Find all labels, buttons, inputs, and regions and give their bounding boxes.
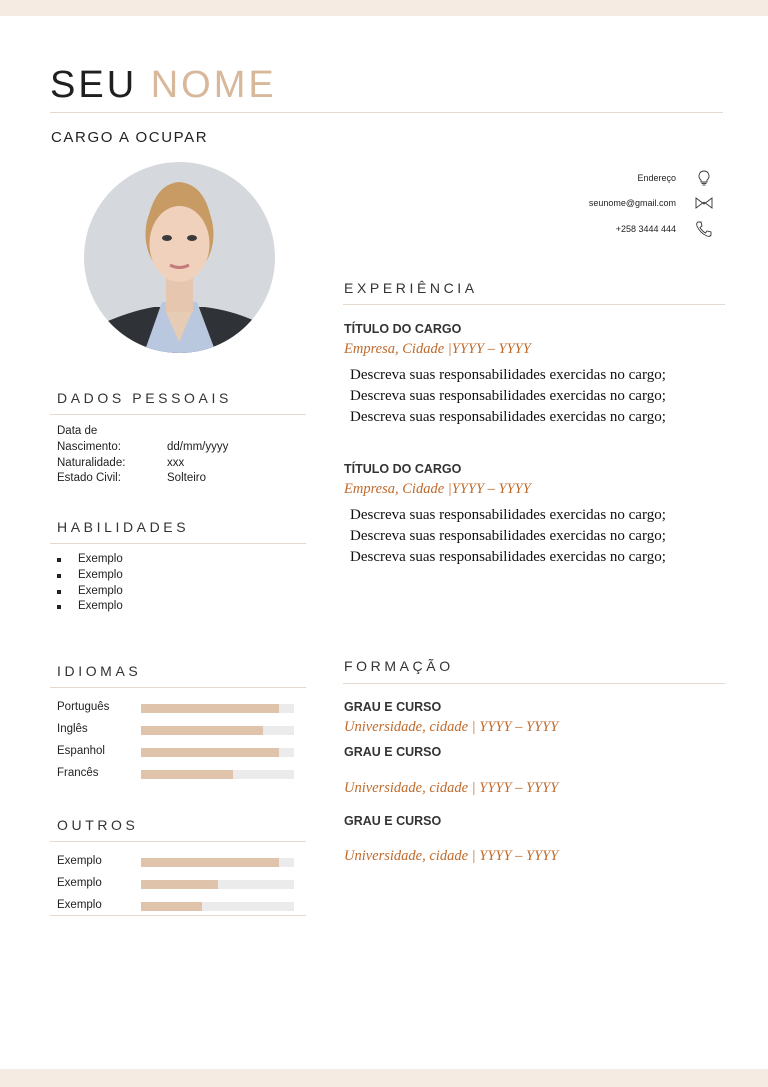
language-row [57,720,297,742]
personal-row [57,471,206,487]
job-description [350,365,666,428]
level-track [141,704,294,713]
personal-label: Naturalidade: [57,456,126,469]
contact-address-row [589,165,714,191]
level-track [141,902,294,911]
level-track [141,770,294,779]
contact-email-row [589,191,714,217]
personal-value: Solteiro [167,472,206,485]
skill-item: Exemplo [57,599,123,615]
description-line: Descreva suas responsabilidades exercidas no cargo; [350,409,666,425]
experience-rule [343,304,725,305]
description-line: Descreva suas responsabilidades exercidas no cargo; [350,507,666,523]
other-name: Exemplo [57,877,102,889]
first-name: SEU [50,64,138,106]
level-track [141,726,294,735]
others-rule [50,841,306,842]
level-fill [141,748,279,757]
address-text: Endereço [637,172,676,183]
degree-school: Universidade, cidade | YYYY – YYYY [344,780,559,796]
top-band [0,0,768,16]
language-name: Francês [57,767,99,779]
language-name: Espanhol [57,745,105,757]
level-fill [141,704,279,713]
level-track [141,858,294,867]
language-name: Inglês [57,723,88,735]
level-fill [141,858,279,867]
contact-block [589,165,714,242]
level-track [141,748,294,757]
personal-label: Estado Civil: [57,472,121,485]
envelope-icon [694,193,714,213]
language-row [57,698,297,720]
personal-value: dd/mm/yyyy [167,440,229,453]
header-rule [50,112,723,113]
education-title: FORMAÇÃO [344,658,454,674]
level-fill [141,726,263,735]
others-title: OUTROS [57,817,139,833]
skills-title: HABILIDADES [57,519,190,535]
language-name: Português [57,701,110,713]
job-company: Empresa, Cidade |YYYY – YYYY [344,341,531,357]
job-title: TÍTULO DO CARGO [344,462,462,476]
level-track [141,880,294,889]
personal-row [57,424,125,440]
contact-phone-row [589,216,714,242]
level-fill [141,770,233,779]
job-title: TÍTULO DO CARGO [344,322,462,336]
education-rule [343,683,725,684]
skills-rule [50,543,306,544]
language-row [57,742,297,764]
degree-school: Universidade, cidade | YYYY – YYYY [344,848,559,864]
description-line: Descreva suas responsabilidades exercidas no cargo; [350,528,666,544]
description-line: Descreva suas responsabilidades exercidas no cargo; [350,388,666,404]
experience-title: EXPERIÊNCIA [344,280,478,296]
bottom-band [0,1069,768,1087]
others-bottom-rule [50,915,306,916]
personal-title: DADOS PESSOAIS [57,390,232,406]
skill-item: Exemplo [57,584,123,600]
personal-data [57,424,229,487]
language-row [57,764,297,786]
degree-title: GRAU E CURSO [344,700,442,714]
languages-rule [50,687,306,688]
personal-label: Nascimento: [57,440,121,453]
degree-school: Universidade, cidade | YYYY – YYYY [344,719,559,735]
description-line: Descreva suas responsabilidades exercidas no cargo; [350,549,666,565]
level-fill [141,880,218,889]
phone-icon [694,219,714,239]
job-company: Empresa, Cidade |YYYY – YYYY [344,481,531,497]
personal-row [57,440,229,456]
degree-title: GRAU E CURSO [344,745,442,759]
other-row [57,874,297,896]
other-name: Exemplo [57,899,102,911]
description-line: Descreva suas responsabilidades exercidas no cargo; [350,367,666,383]
personal-row [57,456,185,472]
skills-list [57,552,123,615]
level-fill [141,902,202,911]
personal-rule [50,414,306,415]
profile-photo [84,162,275,353]
degree-title: GRAU E CURSO [344,814,442,828]
job-description [350,505,666,568]
skill-item: Exemplo [57,568,123,584]
languages-title: IDIOMAS [57,663,142,679]
job-role: CARGO A OCUPAR [51,129,209,146]
last-name: NOME [150,64,277,106]
personal-label: Data de [57,425,98,437]
lightbulb-icon [694,168,714,188]
skill-item: Exemplo [57,552,123,568]
other-row [57,852,297,874]
full-name [50,64,277,107]
phone-text: +258 3444 444 [615,223,676,234]
email-text: seunome@gmail.com [588,198,676,209]
personal-value: xxx [167,456,185,469]
other-name: Exemplo [57,855,102,867]
